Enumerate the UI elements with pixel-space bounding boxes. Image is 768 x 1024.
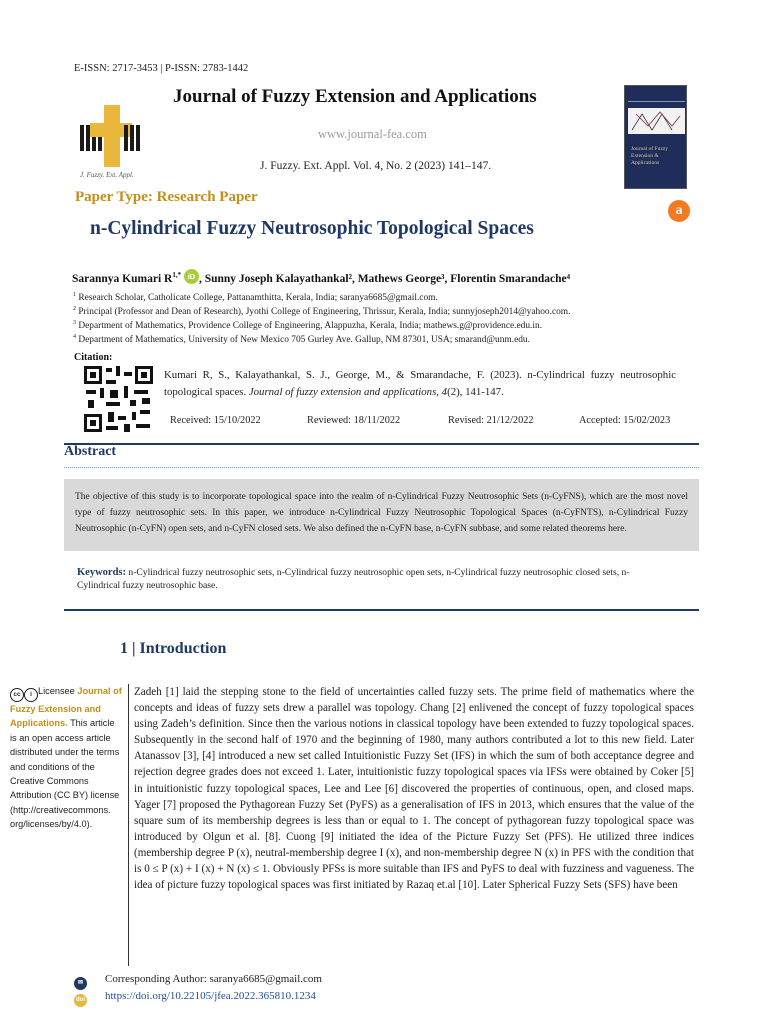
keywords-label: Keywords: (77, 567, 126, 578)
abstract-text: The objective of this study is to incorporate topological space into the realm of n-Cylindrical Fuzzy Neutrosophic Sets (n-CyFNS), which are the most novel type of fuzzy neutrosophic sets. In this paper, we introduce n-Cylindrical Fuzzy Neutrosophic Topological Spaces (n-CyFNTS), n-Cylindrical Fuzzy Neutrosophic (n-CyFN) open sets, and n-CyFN closed sets. We also defined the n-CyFN base, n-CyFN subbase, and some related theorems here. (64, 479, 699, 551)
date-accepted: Accepted: 15/02/2023 (579, 415, 671, 426)
sidebar-divider (128, 684, 129, 966)
other-authors: , Sunny Joseph Kalayathankal², Mathews George³, Florentin Smarandache⁴ (198, 273, 571, 285)
introduction-text: Zadeh [1] laid the stepping stone to the field of uncertainties called fuzzy sets. The prime field of mathematics where the concepts and ideas of fuzzy sets drew a parallel was topology. Chang [2] enlivened the concept of fuzzy topological spaces using Zadeh’s definition. Since then the various notions in classical topology have been extended to fuzzy topological spaces. Subsequently in the second half of 1970 and the beginning of 1980, many authors contributed a lot to this new field. Later Atanassov [3], [4] introduced a new set called Intuitionistic Fuzzy Set (IFS) in which the sum of both acceptance degree and rejection degree grades does not exceed 1. Later, intuitionistic fuzzy topological spaces via IFSs were obtained by Coker [5] in intuitionistic fuzzy topological spaces, Lee and Lee [6] discovered the properties of continuous, open, and closed maps. Yager [7] proposed the Pythagorean Fuzzy Set (PyFS) as a generalisation of IFS in 2013, which ensures that the value of the square sum of its membership degrees is less than or equal to 1. The concept of pythagorean fuzzy topological space was introduced by Olgun et al. [8]. Cuong [9] initiated the idea of the Picture Fuzzy Set (PFS). He utilized three indices (membership degree P (x), neutral-membership degree I (x), and non-membership degree N (x) in PFS with the condition that is 0 ≤ P (x) + I (x) + N (x) ≤ 1. Obviously PFSs is more suitable than IFS and PyFS to deal with fuzziness and vagueness. The idea of picture fuzzy topological spaces was first initiated by Razaq et.al [10]. Later Spherical Fuzzy Sets (SFS) have been (134, 686, 694, 892)
author-list (72, 269, 570, 285)
affiliation-2: $^2$ Principal (Professor and Dean of Research), Jyothi College of Engineering, Thrissur, Kerala, India; sunnyjoseph2014@yahoo.com. (73, 306, 571, 318)
logo-caption: J. Fuzzy. Ext. Appl. (80, 171, 134, 179)
citation-text: Kumari R, S., Kalayathankal, S. J., George, M., & Smarandache, F. (2023). n-Cylindrical fuzzy neutrosophic topological spaces. Journal of fuzzy extension and applications, 4(2), 141-147. (164, 369, 676, 398)
abstract-heading: Abstract (64, 444, 117, 459)
corresponding-author: Corresponding Author: saranya6685@gmail.com (105, 973, 322, 985)
first-author: Sarannya Kumari R (72, 273, 173, 285)
date-received: Received: 15/10/2022 (170, 415, 261, 426)
doi-link[interactable]: https://doi.org/10.22105/jfea.2022.365810.1234 (105, 990, 316, 1002)
attribution-icon: i (24, 688, 38, 702)
divider-dotted (64, 467, 699, 468)
keywords-list: n-Cylindrical fuzzy neutrosophic sets, n-Cylindrical fuzzy neutrosophic open sets, n-Cylindrical fuzzy neutrosophic closed sets, n-Cylindrical fuzzy neutrosophic base. (77, 567, 630, 591)
paper-title: n-Cylindrical Fuzzy Neutrosophic Topological Spaces (90, 218, 534, 239)
license-notice: cc i Licensee Journal of Fuzzy Extension and Applications. This article is an open access article distributed under the terms and conditions of the Creative Commons Attribution (CC BY) license (http://creativecommons. org/licenses/by/4.0). (10, 686, 122, 830)
first-author-superscript: 1,* (172, 271, 182, 280)
cover-caption: Journal of Fuzzy Extension & Applications (631, 146, 668, 166)
journal-url[interactable]: www.journal-fea.com (318, 127, 427, 141)
open-access-icon: a (668, 200, 690, 222)
keywords (77, 567, 667, 592)
divider-top (64, 443, 699, 445)
date-revised: Revised: 21/12/2022 (448, 415, 534, 426)
citation-label: Citation: (74, 352, 113, 363)
citation-journal: Journal of fuzzy extension and applications, 4 (248, 386, 448, 398)
date-reviewed: Reviewed: 18/11/2022 (307, 415, 401, 426)
journal-logo (80, 105, 142, 173)
affiliation-3: $^3$ Department of Mathematics, Providence College of Engineering, Alappuzha, Kerala, India; mathews.g@providence.edu.in. (73, 320, 543, 332)
license-journal-name: Journal of Fuzzy Extension and Applications. (10, 686, 122, 729)
introduction-heading: 1 | Introduction (120, 640, 227, 657)
journal-title: Journal of Fuzzy Extension and Applications (173, 86, 537, 107)
journal-cover-image (624, 85, 687, 189)
affiliation-1: $^1$ Research Scholar, Catholicate College, Pattanamthitta, Kerala, India; saranya6685@gmail.com. (73, 292, 438, 304)
affiliation-4: $^4$ Department of Mathematics, University of New Mexico 705 Gurley Ave. Gallup, NM 87301, USA; smarand@unm.edu. (73, 334, 530, 346)
paper-type: Paper Type: Research Paper (75, 189, 258, 205)
qr-code[interactable] (84, 366, 153, 432)
divider-bottom (64, 609, 699, 611)
journal-reference: J. Fuzzy. Ext. Appl. Vol. 4, No. 2 (2023) 141–147. (260, 160, 492, 172)
email-icon: ✉ (74, 977, 87, 990)
creative-commons-icon: cc (10, 688, 24, 702)
issn-line: E-ISSN: 2717-3453 | P-ISSN: 2783-1442 (74, 63, 249, 74)
doi-icon: doi (74, 994, 87, 1007)
footer (74, 973, 322, 1007)
orcid-icon[interactable]: iD (184, 269, 199, 284)
